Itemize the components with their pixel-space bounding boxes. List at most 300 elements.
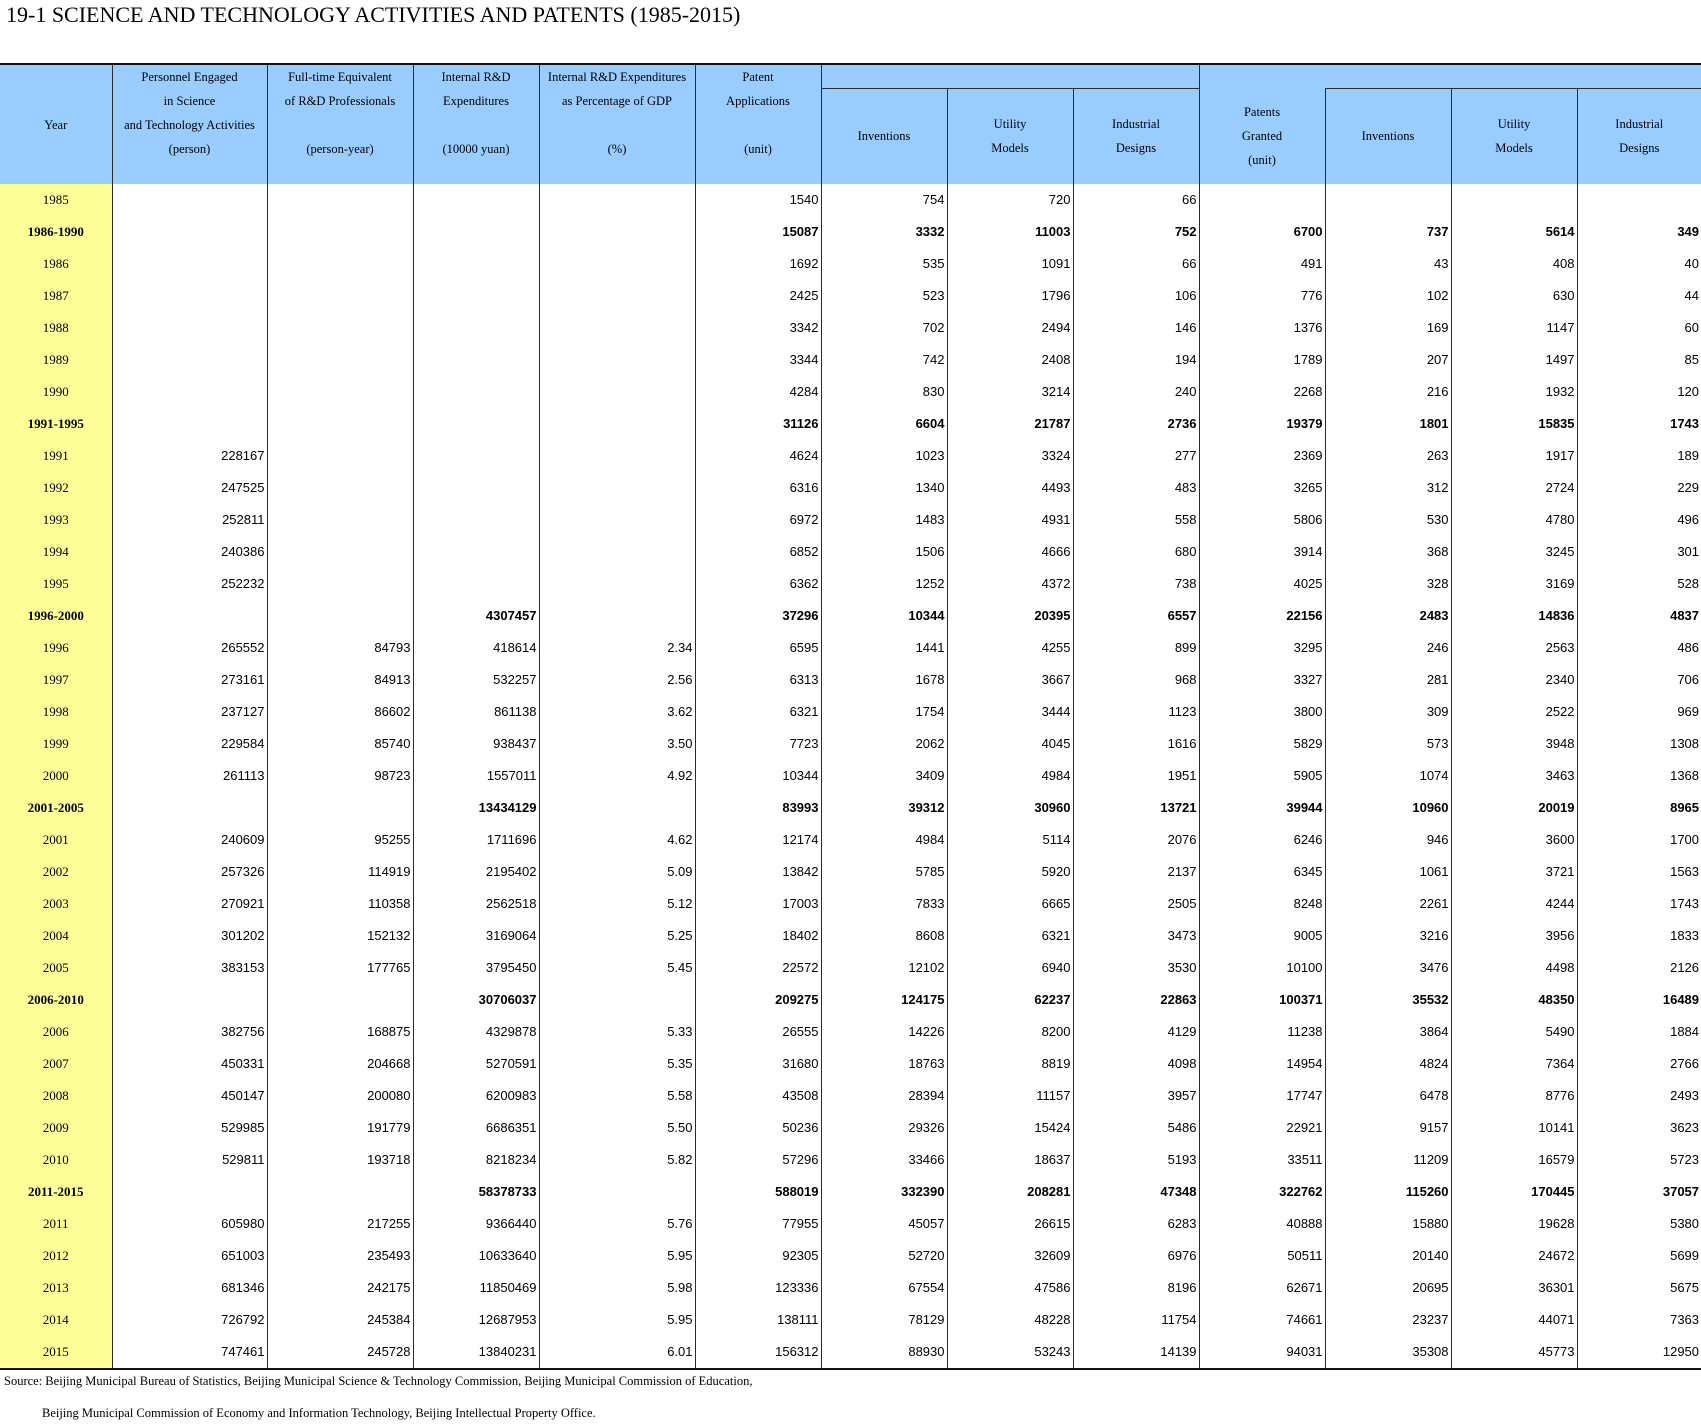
cell-app-util: 4045 (947, 728, 1073, 760)
cell-gr-des: 969 (1677, 704, 1700, 719)
cell-personnel (112, 984, 267, 1016)
cell-rd-exp: 5270591 (413, 1048, 539, 1080)
cell-app-util: 2408 (947, 344, 1073, 376)
cell-rd-pct: 5.95 (539, 1304, 695, 1336)
cell-rd-exp: 861138 (413, 696, 539, 728)
cell-rd-exp: 1711696 (413, 824, 539, 856)
cell-gr-util: 16579 (1451, 1144, 1577, 1176)
cell-personnel (112, 280, 267, 312)
table-row (0, 1304, 1701, 1336)
cell-gr-des: 486 (1677, 640, 1700, 655)
year-cell: 2011-2015 (0, 1176, 112, 1208)
cell-app-des: 6283 (1073, 1208, 1199, 1240)
cell-gr-inv: 246 (1325, 632, 1451, 664)
cell-app-inv: 52720 (821, 1240, 947, 1272)
cell-app: 6321 (695, 696, 821, 728)
cell-gr-inv: 102 (1325, 280, 1451, 312)
cell-app-inv: 78129 (821, 1304, 947, 1336)
cell-gr-util: 630 (1451, 280, 1577, 312)
year-cell: 2007 (0, 1048, 112, 1080)
cell-app: 22572 (695, 952, 821, 984)
cell-gr-inv: 573 (1325, 728, 1451, 760)
cell-gr-des: 3623 (1670, 1120, 1700, 1135)
cell-gr-des: 16489 (1662, 992, 1700, 1007)
cell-app-des: 8196 (1073, 1272, 1199, 1304)
cell-personnel: 529985 (112, 1112, 267, 1144)
cell-fte (267, 536, 413, 568)
cell-granted: 6345 (1199, 856, 1325, 888)
cell-gr-des (1577, 184, 1701, 216)
cell-app-inv: 1023 (821, 440, 947, 472)
table-row (0, 280, 1701, 312)
cell-gr-inv: 368 (1325, 536, 1451, 568)
cell-gr-util: 2724 (1451, 472, 1577, 504)
cell-gr-des: 4837 (1670, 608, 1700, 623)
cell-personnel: 382756 (112, 1016, 267, 1048)
cell-gr-inv: 530 (1325, 504, 1451, 536)
cell-app-des: 2736 (1073, 408, 1199, 440)
cell-personnel: 261113 (112, 760, 267, 792)
cell-app-inv: 39312 (821, 792, 947, 824)
cell-granted: 19379 (1199, 408, 1325, 440)
cell-rd-exp: 8218234 (413, 1144, 539, 1176)
cell-app-inv: 523 (821, 280, 947, 312)
cell-gr-des: 37057 (1662, 1184, 1700, 1199)
cell-gr-des: 40 (1684, 256, 1700, 271)
cell-personnel (112, 408, 267, 440)
cell-gr-des: 60 (1684, 320, 1700, 335)
cell-personnel (112, 216, 267, 248)
cell-gr-util: 2340 (1451, 664, 1577, 696)
cell-app-inv: 1483 (821, 504, 947, 536)
cell-app: 26555 (695, 1016, 821, 1048)
cell-gr-inv: 946 (1325, 824, 1451, 856)
cell-gr-inv: 3216 (1325, 920, 1451, 952)
cell-rd-exp (413, 536, 539, 568)
cell-gr-inv: 20695 (1325, 1272, 1451, 1304)
cell-gr-des: 2766 (1670, 1056, 1700, 1071)
year-cell: 1996-2000 (0, 600, 112, 632)
cell-gr-util: 8776 (1451, 1080, 1577, 1112)
cell-rd-pct: 6.01 (539, 1336, 695, 1369)
table-row (0, 856, 1701, 888)
cell-app-inv: 14226 (821, 1016, 947, 1048)
cell-gr-util: 3956 (1451, 920, 1577, 952)
cell-gr-inv: 169 (1325, 312, 1451, 344)
cell-fte (267, 248, 413, 280)
table-row (0, 1272, 1701, 1304)
cell-fte: 114919 (267, 856, 413, 888)
table-row (0, 504, 1701, 536)
cell-app-inv: 1441 (821, 632, 947, 664)
table-row (0, 472, 1701, 504)
cell-app-des: 558 (1073, 504, 1199, 536)
year-cell: 2001-2005 (0, 792, 112, 824)
cell-personnel: 605980 (112, 1208, 267, 1240)
cell-app: 50236 (695, 1112, 821, 1144)
cell-personnel: 529811 (112, 1144, 267, 1176)
cell-granted: 1376 (1199, 312, 1325, 344)
cell-fte: 193718 (267, 1144, 413, 1176)
cell-app-inv: 3332 (821, 216, 947, 248)
cell-gr-inv: 23237 (1325, 1304, 1451, 1336)
statistics-table-container (0, 63, 1701, 1370)
cell-app-des: 4129 (1073, 1016, 1199, 1048)
source-note-line-2: Beijing Municipal Commission of Economy and Information Technology, Beijing Intellectual Property Office. (42, 1406, 596, 1420)
cell-personnel (112, 184, 267, 216)
cell-app-util: 1091 (947, 248, 1073, 280)
cell-gr-util: 4244 (1451, 888, 1577, 920)
cell-app-inv: 1506 (821, 536, 947, 568)
cell-fte (267, 408, 413, 440)
cell-personnel: 273161 (112, 664, 267, 696)
year-cell: 1987 (0, 280, 112, 312)
cell-gr-inv (1325, 184, 1451, 216)
cell-gr-util (1451, 184, 1577, 216)
cell-fte: 200080 (267, 1080, 413, 1112)
year-cell: 2002 (0, 856, 112, 888)
cell-personnel (112, 312, 267, 344)
header-app-industrial-designs: Industrial Designs (1073, 88, 1199, 184)
cell-app: 6852 (695, 536, 821, 568)
cell-app-des: 277 (1073, 440, 1199, 472)
cell-rd-exp: 532257 (413, 664, 539, 696)
cell-app-util: 720 (947, 184, 1073, 216)
cell-app-inv: 1678 (821, 664, 947, 696)
cell-app-util: 48228 (947, 1304, 1073, 1336)
cell-granted: 4025 (1199, 568, 1325, 600)
cell-gr-util: 24672 (1451, 1240, 1577, 1272)
cell-gr-inv: 737 (1325, 216, 1451, 248)
table-row (0, 184, 1701, 216)
cell-rd-pct: 5.50 (539, 1112, 695, 1144)
cell-fte (267, 568, 413, 600)
cell-gr-des: 5723 (1670, 1152, 1700, 1167)
cell-app-inv: 10344 (821, 600, 947, 632)
cell-app-util: 4255 (947, 632, 1073, 664)
cell-granted: 6700 (1199, 216, 1325, 248)
cell-gr-des: 496 (1677, 512, 1700, 527)
cell-rd-exp: 12687953 (413, 1304, 539, 1336)
cell-app-util: 4984 (947, 760, 1073, 792)
cell-rd-pct: 5.25 (539, 920, 695, 952)
cell-rd-exp: 13434129 (413, 792, 539, 824)
year-cell: 1991 (0, 440, 112, 472)
cell-rd-exp: 1557011 (413, 760, 539, 792)
cell-rd-pct: 2.34 (539, 632, 695, 664)
cell-rd-exp (413, 504, 539, 536)
cell-app-inv: 33466 (821, 1144, 947, 1176)
cell-app-inv: 830 (821, 376, 947, 408)
table-row-period (0, 792, 1701, 824)
cell-gr-util: 3169 (1451, 568, 1577, 600)
cell-rd-pct (539, 984, 695, 1016)
cell-gr-inv: 11209 (1325, 1144, 1451, 1176)
cell-granted: 2369 (1199, 440, 1325, 472)
cell-app: 7723 (695, 728, 821, 760)
cell-app-des: 1123 (1073, 696, 1199, 728)
cell-gr-des: 706 (1677, 672, 1700, 687)
cell-granted: 1789 (1199, 344, 1325, 376)
cell-rd-pct: 4.62 (539, 824, 695, 856)
cell-gr-des: 5699 (1670, 1248, 1700, 1263)
cell-rd-pct: 4.92 (539, 760, 695, 792)
cell-gr-util: 3463 (1451, 760, 1577, 792)
table-row (0, 1016, 1701, 1048)
cell-gr-util: 2522 (1451, 696, 1577, 728)
cell-gr-des: 1833 (1670, 928, 1700, 943)
cell-personnel: 257326 (112, 856, 267, 888)
year-cell: 1998 (0, 696, 112, 728)
table-row-period (0, 216, 1701, 248)
cell-app-inv: 4984 (821, 824, 947, 856)
cell-gr-inv: 15880 (1325, 1208, 1451, 1240)
year-cell: 2013 (0, 1272, 112, 1304)
cell-rd-exp: 30706037 (413, 984, 539, 1016)
cell-app-des: 4098 (1073, 1048, 1199, 1080)
cell-app-util: 4493 (947, 472, 1073, 504)
cell-app-des: 240 (1073, 376, 1199, 408)
cell-personnel (112, 792, 267, 824)
cell-gr-inv: 9157 (1325, 1112, 1451, 1144)
cell-rd-exp (413, 344, 539, 376)
cell-rd-exp (413, 472, 539, 504)
cell-app-util: 26615 (947, 1208, 1073, 1240)
cell-rd-exp: 10633640 (413, 1240, 539, 1272)
cell-personnel: 651003 (112, 1240, 267, 1272)
header-patent-applications: Patent Applications (unit) (695, 64, 821, 184)
cell-gr-des: 1700 (1670, 832, 1700, 847)
cell-fte (267, 1176, 413, 1208)
cell-granted: 17747 (1199, 1080, 1325, 1112)
year-cell: 2005 (0, 952, 112, 984)
cell-app: 43508 (695, 1080, 821, 1112)
table-row (0, 1112, 1701, 1144)
cell-app-inv: 67554 (821, 1272, 947, 1304)
cell-fte: 168875 (267, 1016, 413, 1048)
cell-app-des: 13721 (1073, 792, 1199, 824)
cell-gr-des: 1368 (1670, 768, 1700, 783)
cell-app-util: 8819 (947, 1048, 1073, 1080)
cell-app-inv: 332390 (821, 1176, 947, 1208)
cell-fte (267, 984, 413, 1016)
cell-app-des: 66 (1073, 184, 1199, 216)
cell-rd-pct: 5.45 (539, 952, 695, 984)
cell-fte: 95255 (267, 824, 413, 856)
year-cell: 2008 (0, 1080, 112, 1112)
table-row (0, 920, 1701, 952)
table-row (0, 1080, 1701, 1112)
cell-fte: 217255 (267, 1208, 413, 1240)
cell-app-des: 1951 (1073, 760, 1199, 792)
year-cell: 2004 (0, 920, 112, 952)
cell-app: 18402 (695, 920, 821, 952)
cell-fte (267, 184, 413, 216)
cell-rd-pct: 5.82 (539, 1144, 695, 1176)
year-cell: 1999 (0, 728, 112, 760)
cell-app: 209275 (695, 984, 821, 1016)
cell-app-util: 6940 (947, 952, 1073, 984)
cell-gr-inv: 43 (1325, 248, 1451, 280)
cell-app-des: 66 (1073, 248, 1199, 280)
table-row (0, 632, 1701, 664)
cell-granted: 50511 (1199, 1240, 1325, 1272)
cell-app: 57296 (695, 1144, 821, 1176)
cell-gr-inv: 207 (1325, 344, 1451, 376)
cell-app-des: 106 (1073, 280, 1199, 312)
cell-app-inv: 7833 (821, 888, 947, 920)
cell-personnel: 247525 (112, 472, 267, 504)
cell-gr-inv: 10960 (1325, 792, 1451, 824)
table-row (0, 536, 1701, 568)
cell-fte: 235493 (267, 1240, 413, 1272)
cell-fte (267, 216, 413, 248)
cell-app-inv: 29326 (821, 1112, 947, 1144)
cell-rd-exp: 9366440 (413, 1208, 539, 1240)
cell-gr-inv: 263 (1325, 440, 1451, 472)
cell-granted: 74661 (1199, 1304, 1325, 1336)
cell-rd-exp: 4307457 (413, 600, 539, 632)
cell-gr-inv: 2483 (1325, 600, 1451, 632)
cell-app: 77955 (695, 1208, 821, 1240)
cell-app-des: 3530 (1073, 952, 1199, 984)
cell-fte: 204668 (267, 1048, 413, 1080)
cell-app-util: 8200 (947, 1016, 1073, 1048)
cell-rd-exp (413, 376, 539, 408)
cell-fte: 245384 (267, 1304, 413, 1336)
cell-gr-inv: 3476 (1325, 952, 1451, 984)
cell-granted: 2268 (1199, 376, 1325, 408)
year-cell: 2012 (0, 1240, 112, 1272)
cell-rd-pct (539, 440, 695, 472)
cell-personnel (112, 600, 267, 632)
cell-personnel: 450331 (112, 1048, 267, 1080)
year-cell: 1989 (0, 344, 112, 376)
cell-app: 138111 (695, 1304, 821, 1336)
cell-gr-inv: 312 (1325, 472, 1451, 504)
cell-app-inv: 1754 (821, 696, 947, 728)
year-cell: 2006 (0, 1016, 112, 1048)
cell-gr-inv: 2261 (1325, 888, 1451, 920)
cell-app-des: 6557 (1073, 600, 1199, 632)
cell-granted: 100371 (1199, 984, 1325, 1016)
cell-app-inv: 88930 (821, 1336, 947, 1369)
cell-app-inv: 28394 (821, 1080, 947, 1112)
cell-app-des: 3957 (1073, 1080, 1199, 1112)
year-cell: 2011 (0, 1208, 112, 1240)
table-row-period (0, 1176, 1701, 1208)
cell-app-des: 47348 (1073, 1176, 1199, 1208)
cell-gr-inv: 6478 (1325, 1080, 1451, 1112)
cell-app-inv: 535 (821, 248, 947, 280)
cell-gr-des: 5675 (1670, 1280, 1700, 1295)
cell-granted: 22921 (1199, 1112, 1325, 1144)
cell-granted: 39944 (1199, 792, 1325, 824)
cell-app-inv: 45057 (821, 1208, 947, 1240)
year-cell: 2015 (0, 1336, 112, 1369)
cell-rd-pct (539, 504, 695, 536)
cell-granted: 3800 (1199, 696, 1325, 728)
statistics-table (0, 63, 1701, 1370)
cell-rd-exp (413, 440, 539, 472)
cell-rd-pct (539, 344, 695, 376)
year-cell: 2010 (0, 1144, 112, 1176)
cell-rd-exp: 3795450 (413, 952, 539, 984)
cell-app-util: 2494 (947, 312, 1073, 344)
cell-rd-exp: 13840231 (413, 1336, 539, 1369)
cell-fte (267, 440, 413, 472)
header-gr-inventions: Inventions (1325, 88, 1451, 184)
cell-gr-des: 1743 (1670, 896, 1700, 911)
cell-gr-des: 189 (1677, 448, 1700, 463)
cell-rd-exp: 58378733 (413, 1176, 539, 1208)
cell-rd-pct (539, 216, 695, 248)
cell-app: 6362 (695, 568, 821, 600)
table-row (0, 728, 1701, 760)
cell-gr-util: 19628 (1451, 1208, 1577, 1240)
cell-app: 4624 (695, 440, 821, 472)
cell-rd-pct: 5.12 (539, 888, 695, 920)
cell-rd-pct: 5.33 (539, 1016, 695, 1048)
cell-gr-util: 5490 (1451, 1016, 1577, 1048)
header-app-utility-models: Utility Models (947, 88, 1073, 184)
cell-app-util: 18637 (947, 1144, 1073, 1176)
cell-rd-pct: 5.35 (539, 1048, 695, 1080)
cell-personnel: 237127 (112, 696, 267, 728)
cell-app: 1540 (695, 184, 821, 216)
cell-app: 123336 (695, 1272, 821, 1304)
cell-app-des: 2505 (1073, 888, 1199, 920)
cell-rd-pct (539, 568, 695, 600)
cell-gr-util: 3948 (1451, 728, 1577, 760)
cell-app-des: 6976 (1073, 1240, 1199, 1272)
cell-fte: 245728 (267, 1336, 413, 1369)
cell-gr-des: 1743 (1670, 416, 1700, 431)
header-gr-utility-models: Utility Models (1451, 88, 1577, 184)
cell-app-util: 3667 (947, 664, 1073, 696)
year-cell: 1997 (0, 664, 112, 696)
cell-app-des: 194 (1073, 344, 1199, 376)
cell-personnel (112, 376, 267, 408)
cell-gr-des: 2493 (1670, 1088, 1700, 1103)
cell-rd-exp (413, 280, 539, 312)
cell-granted: 33511 (1199, 1144, 1325, 1176)
table-row (0, 1336, 1701, 1369)
cell-rd-pct (539, 312, 695, 344)
header-personnel: Personnel Engaged in Science and Technology Activities (person) (112, 64, 267, 184)
table-row (0, 1208, 1701, 1240)
cell-granted: 3327 (1199, 664, 1325, 696)
table-row (0, 824, 1701, 856)
cell-app-des: 899 (1073, 632, 1199, 664)
cell-app-des: 5486 (1073, 1112, 1199, 1144)
cell-app-util: 20395 (947, 600, 1073, 632)
page-title: 19-1 SCIENCE AND TECHNOLOGY ACTIVITIES AND PATENTS (1985-2015) (6, 2, 741, 27)
cell-gr-util: 20019 (1451, 792, 1577, 824)
cell-rd-pct (539, 1176, 695, 1208)
cell-app-util: 3444 (947, 696, 1073, 728)
cell-fte: 84793 (267, 632, 413, 664)
cell-personnel: 265552 (112, 632, 267, 664)
cell-rd-pct: 3.62 (539, 696, 695, 728)
cell-rd-pct (539, 792, 695, 824)
cell-app-des: 738 (1073, 568, 1199, 600)
year-cell: 2014 (0, 1304, 112, 1336)
cell-gr-util: 15835 (1451, 408, 1577, 440)
cell-gr-des: 528 (1677, 576, 1700, 591)
cell-rd-pct (539, 408, 695, 440)
cell-fte (267, 504, 413, 536)
